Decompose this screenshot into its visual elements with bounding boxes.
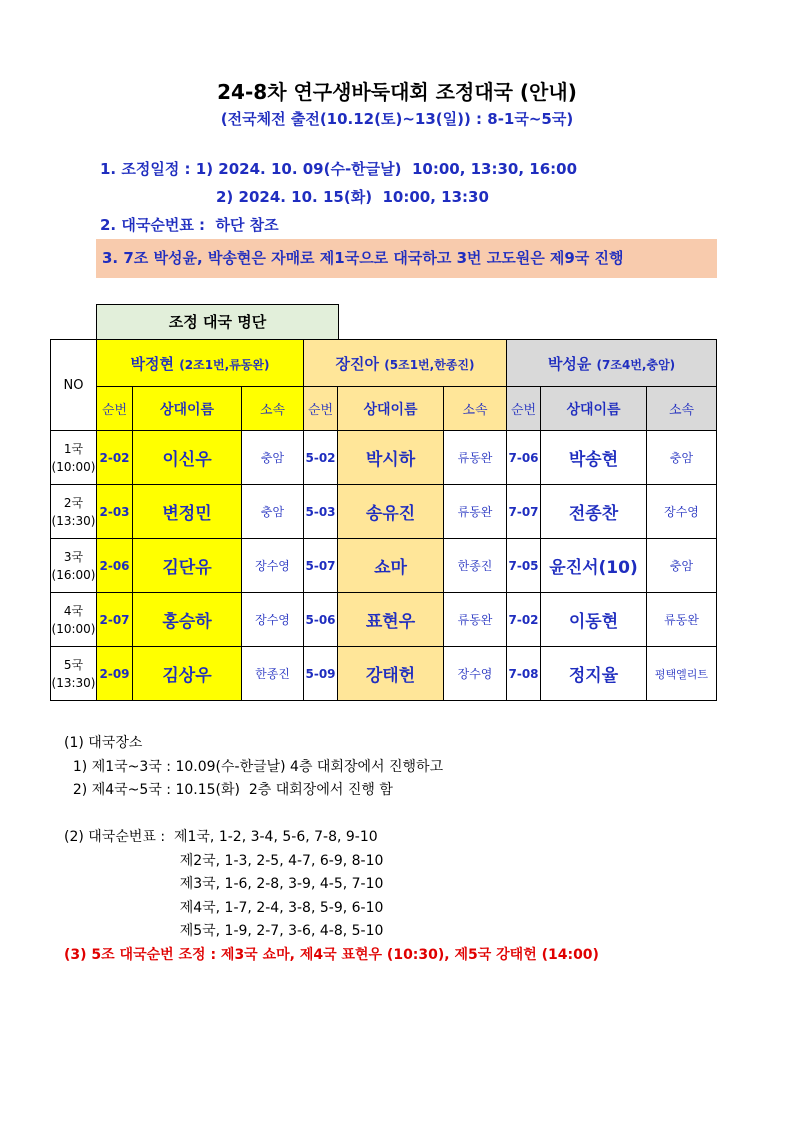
seq-cell: 5-09 — [304, 647, 338, 701]
seq-cell: 2-06 — [97, 539, 133, 593]
table-row — [51, 431, 717, 485]
page-subtitle: (전국체전 출전(10.12(토)~13(일)) : 8-1국~5국) — [220, 110, 574, 128]
roster-table — [50, 339, 717, 701]
player-header-3 — [507, 340, 717, 387]
player-affiliation: (5조1번,한종진) — [384, 357, 475, 372]
player-affiliation: (7조4번,충암) — [596, 357, 676, 372]
table-row — [51, 539, 717, 593]
table-row — [51, 593, 717, 647]
col-club-header: 소속 — [647, 387, 717, 431]
club-cell: 충암 — [242, 431, 304, 485]
club-cell: 충암 — [647, 539, 717, 593]
schedule-line-1: 1. 조정일정 : 1) 2024. 10. 09(수-한글날) 10:00, 13:30, 16:00 — [100, 160, 578, 178]
note-venue-1: 1) 제1국~3국 : 10.09(수-한글날) 4층 대회장에서 진행하고 — [64, 758, 444, 775]
opponent-cell: 변정민 — [133, 485, 242, 539]
round-label: 4국 (10:00) — [51, 593, 97, 647]
table-caption: 조정 대국 명단 — [96, 304, 339, 339]
player-header-2 — [304, 340, 507, 387]
seq-cell: 7-06 — [507, 431, 541, 485]
opponent-cell: 전종찬 — [541, 485, 647, 539]
player-name: 박정현 — [130, 354, 175, 373]
club-cell: 장수영 — [242, 593, 304, 647]
club-cell: 류동완 — [444, 431, 507, 485]
note-venue-2: 2) 제4국~5국 : 10.15(화) 2층 대회장에서 진행 함 — [64, 782, 393, 798]
opponent-cell: 송유진 — [338, 485, 444, 539]
col-opponent-header: 상대이름 — [338, 387, 444, 431]
opponent-cell: 쇼마 — [338, 539, 444, 593]
no-header: NO — [51, 340, 97, 431]
player-affiliation: (2조1번,류동완) — [179, 357, 270, 372]
seq-cell: 5-07 — [304, 539, 338, 593]
notice-bar: 3. 7조 박성윤, 박송현은 자매로 제1국으로 대국하고 3번 고도원은 제9국 진행 — [96, 239, 717, 278]
col-club-header: 소속 — [444, 387, 507, 431]
seq-cell: 7-02 — [507, 593, 541, 647]
page-title: 24-8차 연구생바둑대회 조정대국 (안내) — [217, 80, 577, 104]
seq-cell: 2-07 — [97, 593, 133, 647]
seq-cell: 5-02 — [304, 431, 338, 485]
col-seq-header: 순번 — [97, 387, 133, 431]
club-cell: 장수영 — [444, 647, 507, 701]
player-name: 박성윤 — [547, 354, 592, 373]
seq-cell: 2-02 — [97, 431, 133, 485]
note-order-3: 제3국, 1-6, 2-8, 3-9, 4-5, 7-10 — [64, 876, 384, 892]
opponent-cell: 김상우 — [133, 647, 242, 701]
round-label: 1국 (10:00) — [51, 431, 97, 485]
opponent-cell: 이신우 — [133, 431, 242, 485]
col-seq-header: 순번 — [507, 387, 541, 431]
seq-cell: 5-03 — [304, 485, 338, 539]
col-seq-header: 순번 — [304, 387, 338, 431]
round-label: 2국 (13:30) — [51, 485, 97, 539]
club-cell: 류동완 — [444, 593, 507, 647]
club-cell: 장수영 — [647, 485, 717, 539]
note-order-2: 제2국, 1-3, 2-5, 4-7, 6-9, 8-10 — [64, 852, 384, 869]
schedule-line-3: 2. 대국순번표 : 하단 참조 — [100, 216, 279, 234]
note-adjustment: (3) 5조 대국순번 조정 : 제3국 쇼마, 제4국 표현우 (10:30), 제5국 강태헌 (14:00) — [64, 946, 599, 963]
seq-cell: 5-06 — [304, 593, 338, 647]
opponent-cell: 홍승하 — [133, 593, 242, 647]
opponent-cell: 김단유 — [133, 539, 242, 593]
club-cell: 류동완 — [444, 485, 507, 539]
round-label: 5국 (13:30) — [51, 647, 97, 701]
round-label: 3국 (16:00) — [51, 539, 97, 593]
club-cell: 충암 — [647, 431, 717, 485]
player-header-1 — [97, 340, 304, 387]
seq-cell: 7-08 — [507, 647, 541, 701]
player-name: 장진아 — [335, 354, 380, 373]
opponent-cell: 정지율 — [541, 647, 647, 701]
opponent-cell: 박시하 — [338, 431, 444, 485]
seq-cell: 2-03 — [97, 485, 133, 539]
table-row — [51, 647, 717, 701]
note-venue-heading: (1) 대국장소 — [64, 735, 143, 751]
club-cell: 한종진 — [242, 647, 304, 701]
opponent-cell: 이동현 — [541, 593, 647, 647]
table-row — [51, 485, 717, 539]
col-club-header: 소속 — [242, 387, 304, 431]
note-order-1: (2) 대국순번표 : 제1국, 1-2, 3-4, 5-6, 7-8, 9-10 — [64, 829, 378, 845]
seq-cell: 7-07 — [507, 485, 541, 539]
col-opponent-header: 상대이름 — [541, 387, 647, 431]
note-order-4: 제4국, 1-7, 2-4, 3-8, 5-9, 6-10 — [64, 899, 384, 916]
club-cell: 충암 — [242, 485, 304, 539]
col-opponent-header: 상대이름 — [133, 387, 242, 431]
opponent-cell: 표현우 — [338, 593, 444, 647]
seq-cell: 7-05 — [507, 539, 541, 593]
notes-section — [64, 732, 599, 967]
schedule-line-2: 2) 2024. 10. 15(화) 10:00, 13:30 — [216, 188, 489, 206]
club-cell: 평택엘리트 — [647, 647, 717, 701]
opponent-cell: 윤진서(10) — [541, 539, 647, 593]
club-cell: 류동완 — [647, 593, 717, 647]
opponent-cell: 강태헌 — [338, 647, 444, 701]
note-spacer — [64, 803, 599, 827]
seq-cell: 2-09 — [97, 647, 133, 701]
opponent-cell: 박송현 — [541, 431, 647, 485]
club-cell: 한종진 — [444, 539, 507, 593]
note-order-5: 제5국, 1-9, 2-7, 3-6, 4-8, 5-10 — [64, 923, 384, 939]
club-cell: 장수영 — [242, 539, 304, 593]
